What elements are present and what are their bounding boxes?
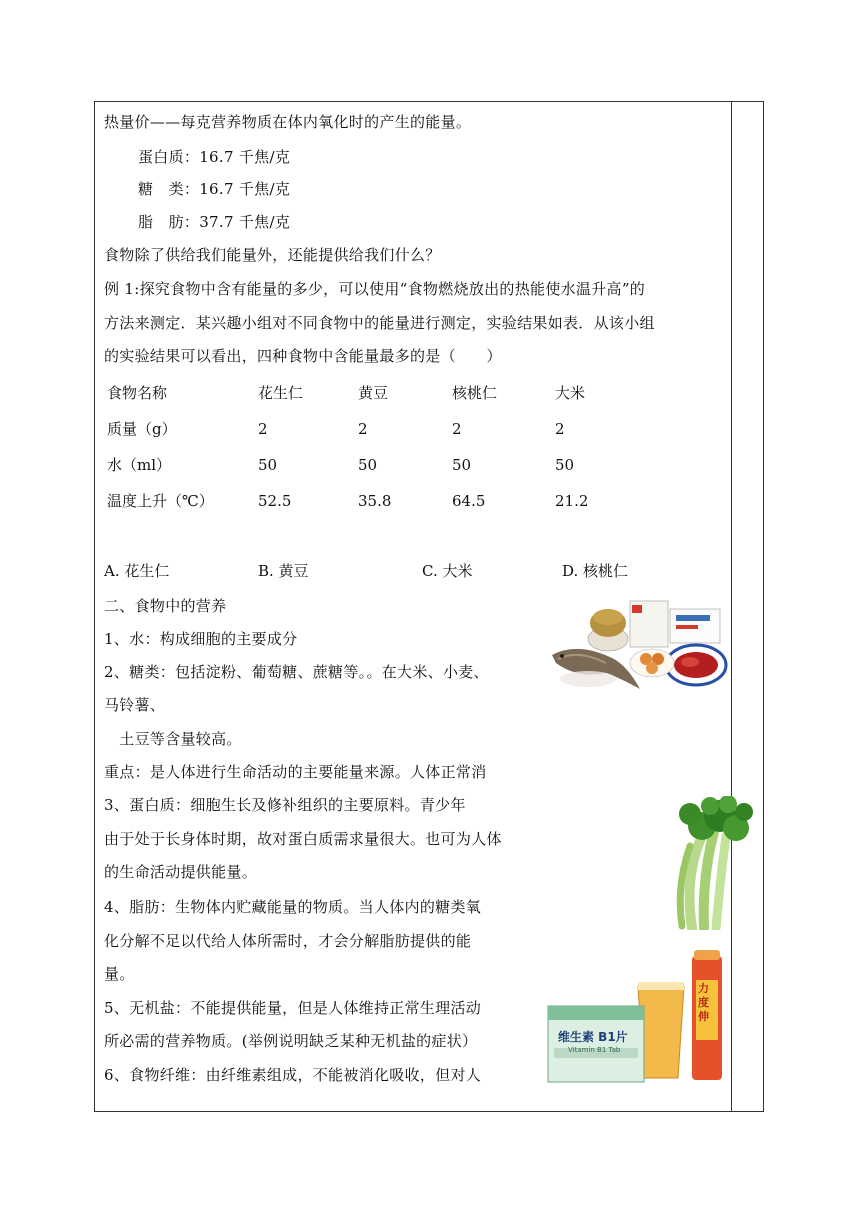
table-cell: 35.8 (358, 492, 392, 510)
table-cell: 质量（g） (107, 420, 177, 438)
mineral-line-2: 所必需的营养物质。(举例说明缺乏某种无机盐的症状） (104, 1032, 478, 1050)
table-cell: 64.5 (452, 492, 486, 510)
table-header: 食物名称 (107, 384, 168, 402)
table-cell: 2 (452, 420, 462, 438)
celery-illustration (662, 796, 758, 930)
option-b: B. 黄豆 (258, 562, 309, 580)
protein-line-2: 由于处于长身体时期，故对蛋白质需求量很大。也可为人体 (104, 830, 502, 848)
table-header: 花生仁 (258, 384, 304, 402)
table-cell: 50 (258, 456, 278, 474)
carbs-line-3: 土豆等含量较高。 (104, 730, 242, 748)
vitamin-box-label: 维生素 B1片 (558, 1030, 628, 1044)
sugar-energy: 糖 类：16.7 千焦/克 (138, 180, 291, 198)
table-cell: 50 (452, 456, 472, 474)
heat-value-definition: 热量价——每克营养物质在体内氧化时的产生的能量。 (104, 113, 472, 131)
carbs-line-2: 马铃薯、 (104, 696, 166, 714)
table-cell: 50 (358, 456, 378, 474)
option-a: A. 花生仁 (104, 562, 170, 580)
water-line: 1、水：构成细胞的主要成分 (104, 630, 298, 648)
table-cell: 水（ml） (107, 456, 172, 474)
food-illustration (548, 593, 728, 697)
option-d: D. 核桃仁 (562, 562, 629, 580)
table-cell: 2 (358, 420, 368, 438)
table-cell: 52.5 (258, 492, 292, 510)
fat-energy: 脂 肪：37.7 千焦/克 (138, 213, 291, 231)
protein-line-1: 3、蛋白质：细胞生长及修补组织的主要原料。青少年 (104, 796, 466, 814)
tube-label: 力度伸 (698, 982, 709, 1023)
vitamin-illustration (546, 950, 730, 1086)
section-title: 二、食物中的营养 (104, 597, 227, 615)
table-cell: 50 (555, 456, 575, 474)
vitamin-box-sub: Vitamin B1 Tab (568, 1046, 621, 1054)
mineral-line-1: 5、无机盐：不能提供能量，但是人体维持正常生理活动 (104, 999, 482, 1017)
table-cell: 2 (555, 420, 565, 438)
column-divider (731, 101, 732, 1112)
fiber-line-1: 6、食物纤维：由纤维素组成，不能被消化吸收，但对人 (104, 1066, 482, 1084)
fat-line-3: 量。 (104, 965, 135, 983)
example-line-2: 方法来测定．某兴趣小组对不同食物中的能量进行测定，实验结果如表．从该小组 (104, 314, 655, 332)
table-header: 黄豆 (358, 384, 389, 402)
fat-line-1: 4、脂肪：生物体内贮藏能量的物质。当人体内的糖类氧 (104, 898, 482, 916)
fat-line-2: 化分解不足以代给人体所需时，才会分解脂肪提供的能 (104, 932, 472, 950)
example-line-3: 的实验结果可以看出，四种食物中含能量最多的是（ ） (104, 347, 502, 365)
table-cell: 温度上升（℃） (107, 492, 214, 510)
table-header: 核桃仁 (452, 384, 498, 402)
example-line-1: 例 1:探究食物中含有能量的多少，可以使用“食物燃烧放出的热能使水温升高”的 (104, 280, 646, 298)
carbs-line-1: 2、糖类：包括淀粉、葡萄糖、蔗糖等。。在大米、小麦、 (104, 663, 489, 681)
key-point-line: 重点：是人体进行生命活动的主要能量来源。人体正常消 (104, 763, 487, 781)
table-header: 大米 (555, 384, 586, 402)
protein-line-3: 的生命活动提供能量。 (104, 863, 258, 881)
table-cell: 2 (258, 420, 268, 438)
question-line: 食物除了供给我们能量外，还能提供给我们什么？ (104, 246, 441, 264)
protein-energy: 蛋白质：16.7 千焦/克 (138, 148, 291, 166)
table-cell: 21.2 (555, 492, 589, 510)
option-c: C. 大米 (422, 562, 473, 580)
